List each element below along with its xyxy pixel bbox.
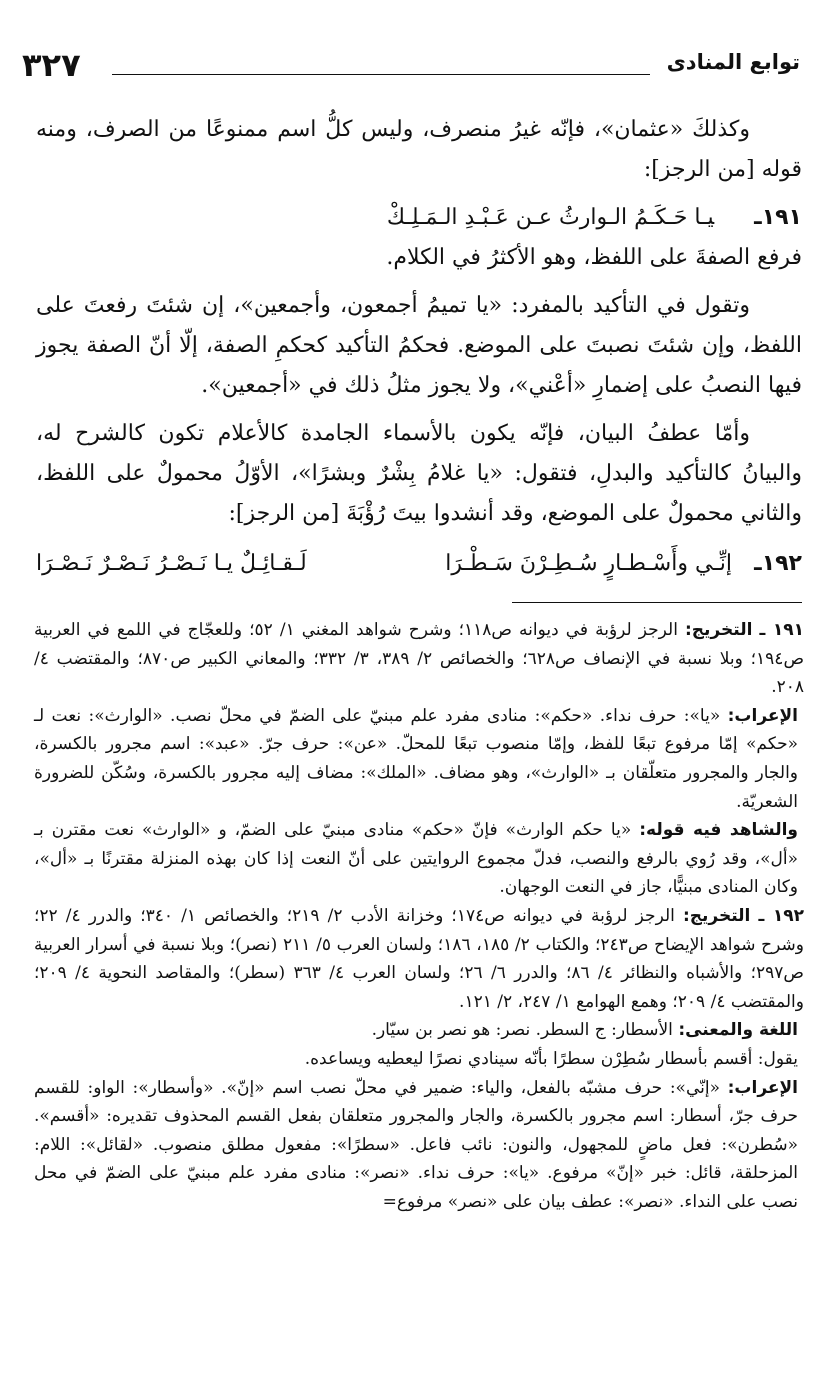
irab-label: الإعراب:: [727, 1077, 799, 1098]
shahid-text: «يا حكم الوارث» فإنّ «حكم» منادى مبنيّ على الضمّ، و «الوارث» نعت مقترن بـ «أل»، وقد رُوي بالرفع والنصب، فدلّ مجموع الروايتين على أنّ النعت إذا كان بهذه المنزلة مقترنًا بـ «أل»، وكان المنادى مبنيًّا، جاز في النعت الوجهان.: [34, 820, 798, 898]
paragraph-raf-sifa: فرفع الصفةَ على اللفظ، وهو الأكثرُ في الكلام.: [386, 245, 802, 270]
takhrij-label: التخريج:: [685, 620, 753, 640]
note-192-lugha: [34, 1016, 804, 1045]
irab-text: «إنّي»: حرف مشبّه بالفعل، والياء: ضمير في محلّ نصب اسم «إنّ». «وأسطار»: الواو: للقسم حرف جرّ، أسطار: اسم مجرور بالكسرة، والجار والمجرور متعلقان بفعل القسم المحذوف تقديره: «أقسم». «سُطرن»: فعل ماضٍ للمجهول، والنون: نائب فاعل. «سطرًا»: مفعول مطلق منصوب. «لقائل»: اللام: المزحلقة، قائل: خبر «إنّ» مرفوع. «يا»: حرف نداء. «نصر»: منادى مفرد علم مبنيّ على الضمّ في محل نصب على النداء. «نصر»: عطف بيان على «نصر» مرفوع=: [34, 1077, 798, 1212]
header-rule: [112, 74, 650, 75]
verse-number: ١٩١ـ: [754, 205, 802, 230]
lugha-label: اللغة والمعنى:: [678, 1020, 798, 1041]
note-192-irab: [34, 1074, 804, 1217]
takhrij-label: التخريج:: [682, 905, 751, 926]
running-header: [22, 48, 800, 88]
note-number: ١٩٢ ـ: [758, 905, 805, 926]
verse-191: [36, 198, 802, 238]
verse-number: ١٩٢ـ: [754, 551, 802, 576]
verse-192: [36, 544, 802, 588]
note-191-takhrij: [34, 616, 804, 702]
lugha-text: الأسطار: ج السطر. نصر: هو نصر بن سيّار.: [371, 1020, 673, 1041]
page-number: ٣٢٧: [22, 46, 81, 84]
note-192-meaning: يقول: أقسم بأسطار سُطِرْن سطرًا بأنّه سينادي نصرًا ليعطيه ويساعده.: [304, 1048, 798, 1069]
note-number: ١٩١ ـ: [759, 620, 805, 640]
paragraph-takid: وتقول في التأكيد بالمفرد: «يا تميمُ أجمعون، وأجمعين»، إن شئتَ رفعتَ على اللفظ، وإن شئتَ نصبتَ على الموضع. فحكمُ التأكيد كحكمِ الصفة، إلّا أنّ الصفة يجوز فيها النصبُ على إضمارِ «أعْني»، ولا يجوز مثلُ ذلك في «أجمعين».: [36, 293, 802, 398]
takhrij-text: الرجز لرؤبة في ديوانه ص١٧٤؛ وخزانة الأدب ٢/ ٢١٩؛ والخصائص ١/ ٣٤٠؛ والدرر ٤/ ٢٢؛ وشرح شواهد الإيضاح ص٢٤٣؛ والكتاب ٢/ ١٨٥، ١٨٦؛ ولسان العرب ٥/ ٢١١ (نصر)؛ وبلا نسبة في أسرار العربية ص٢٩٧؛ والأشباه والنظائر ٤/ ٨٦؛ والدرر ٦/ ٢٦؛ ولسان العرب ٤/ ٣٦٣ (سطر)؛ والمقاصد النحوية ٤/ ٢٠٩؛ والمقتضب ٤/ ٢٠٩؛ وهمع الهوامع ١/ ٢٤٧، ٢/ ١٢١.: [34, 905, 804, 1012]
takhrij-text: الرجز لرؤبة في ديوانه ص١١٨؛ وشرح شواهد المغني ١/ ٥٢؛ وللعجّاج في اللمع في العربية ص١٩٤؛ وبلا نسبة في الإنصاف ص٦٢٨؛ والخصائص ٢/ ٣٨٩، ٣/ ٣٣٢؛ والمعاني الكبير ص٨٧٠؛ والمقتضب ٤/ ٢٠٨.: [34, 620, 805, 698]
paragraph-atf-bayan: وأمّا عطفُ البيان، فإنّه يكون بالأسماء الجامدة كالأعلام تكون كالشرح له، والبيانُ كالتأكيد والبدلِ، فتقول: «يا غلامُ بِشْرٌ وبشرًا»، الأوّلُ محمولٌ على اللفظ، والثاني محمولٌ على الموضع، وقد أنشدوا بيتَ رُؤْبَةَ [من الرجز]:: [36, 421, 802, 526]
irab-label: الإعراب:: [727, 705, 799, 726]
note-191-irab: [34, 702, 804, 816]
footnotes: [34, 616, 804, 1216]
main-text: [36, 110, 802, 588]
footnote-separator: [512, 602, 802, 603]
verse-first-hemistich: إنِّـي وأَسْـطـارٍ سُـطِـرْنَ سَـطْـرَا: [445, 551, 732, 576]
paragraph-uthman: وكذلكَ «عثمان»، فإنّه غيرُ منصرف، وليس كلُّ اسم ممنوعًا من الصرف، ومنه قوله [من الرجز]:: [36, 117, 802, 182]
verse-second-hemistich: لَـقـائِـلٌ يـا نَـصْـرُ نَـصْـرٌ نَـصْـرَا: [36, 551, 307, 576]
running-title: توابع المنادى: [666, 50, 800, 74]
note-192-takhrij: [34, 902, 804, 1016]
note-191-shahid: [34, 816, 804, 902]
shahid-label: والشاهد فيه قوله:: [639, 820, 798, 841]
verse-text: يـا حَـكَـمُ الـوارثُ عـن عَـبْـدِ الـمَـلِـكْ: [386, 205, 715, 230]
irab-text: «يا»: حرف نداء. «حكم»: منادى مفرد علم مبنيّ على الضمّ في محلّ نصب. «الوارث»: نعت لـ «حكم» إمّا مرفوع تبعًا للفظ، وإمّا منصوب تبعًا للمحلّ. «عن»: حرف جرّ. «عبد»: اسم مجرور بالكسرة، والجار والمجرور متعلّقان بـ «الوارث»، وهو مضاف. «الملك»: مضاف إليه مجرور بالكسرة، وسُكّن للضرورة الشعريّة.: [34, 705, 798, 812]
